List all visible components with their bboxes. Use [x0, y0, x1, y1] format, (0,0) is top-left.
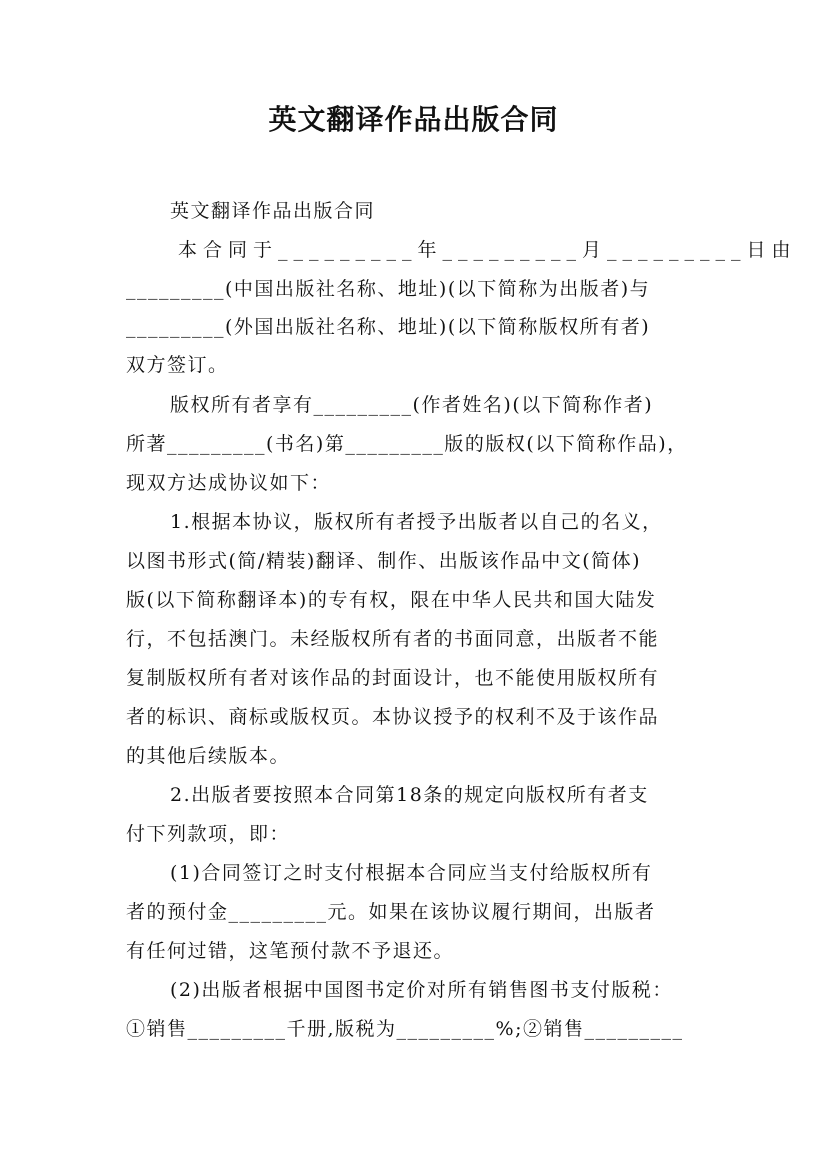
paragraph-line: 版(以下简称翻译本)的专有权，限在中华人民共和国大陆发: [126, 589, 657, 611]
paragraph-line: (2)出版者根据中国图书定价对所有销售图书支付版税：: [170, 979, 673, 1001]
paragraph-line: 现双方达成协议如下：: [126, 472, 332, 494]
paragraph-line: 双方签订。: [126, 354, 229, 376]
paragraph-line: 1.根据本协议，版权所有者授予出版者以自己的名义，: [170, 511, 663, 533]
paragraph-line: 者的标识、商标或版权页。本协议授予的权利不及于该作品: [126, 706, 660, 728]
paragraph-line: 所著_________(书名)第_________版的版权(以下简称作品)，: [126, 433, 688, 455]
paragraph-line: _________(中国出版社名称、地址)(以下简称为出版者)与: [126, 278, 651, 300]
paragraph-line: 付下列款项，即：: [126, 823, 291, 845]
paragraph-line: (1)合同签订之时支付根据本合同应当支付给版权所有: [170, 862, 653, 884]
paragraph-line: 版权所有者享有_________(作者姓名)(以下简称作者): [170, 394, 654, 416]
paragraph-line: 行，不包括澳门。未经版权所有者的书面同意，出版者不能: [126, 628, 660, 650]
paragraph-line: 有任何过错，这笔预付款不予退还。: [126, 940, 455, 962]
paragraph-line: 复制版权所有者对该作品的封面设计，也不能使用版权所有: [126, 667, 660, 689]
paragraph-line: 2.出版者要按照本合同第18条的规定向版权所有者支: [170, 784, 649, 806]
paragraph-line: 者的预付金_________元。如果在该协议履行期间，出版者: [126, 901, 656, 923]
paragraph-line: ①销售_________千册,版税为_________%;②销售_________: [126, 1018, 684, 1040]
paragraph-line: 英文翻译作品出版合同: [170, 200, 376, 222]
paragraph-line: 以图书形式(简/精装)翻译、制作、出版该作品中文(简体): [126, 550, 642, 572]
paragraph-line: _________(外国出版社名称、地址)(以下简称版权所有者): [126, 316, 651, 338]
paragraph-line: 本合同于_________年_________月_________日由: [178, 239, 797, 261]
document-title: 英文翻译作品出版合同: [268, 103, 559, 136]
paragraph-line: 的其他后续版本。: [126, 745, 291, 767]
